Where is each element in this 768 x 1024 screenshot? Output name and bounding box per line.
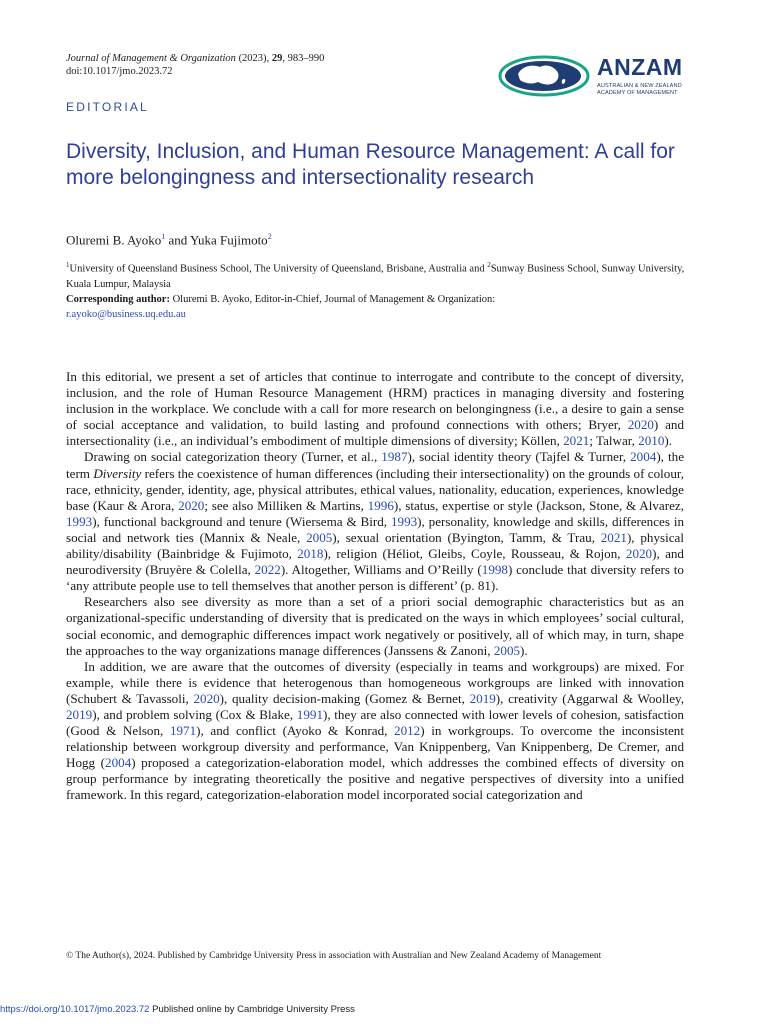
text-run: ) and intersectionality (i.e., an individual’s embodiment of multiple dimensions of diversity; Köllen, — [66, 417, 685, 449]
citation-link[interactable]: 2020 — [193, 690, 220, 706]
author-1[interactable]: Oluremi B. Ayoko — [66, 232, 162, 248]
text-run: ), religion (Héliot, Gleibs, Coyle, Rousseau, & Rojon, — [323, 546, 626, 562]
citation-link[interactable]: 2012 — [394, 723, 421, 739]
affiliations: $^1$University of Queensland Business School, The University of Queensland, Brisbane, Australia and $^2$Sunway Business School, Sunway University, Kuala Lumpur, Malaysia Corresponding author: Oluremi B. Ayoko, Editor-in-Chief, Journal of Management & Organization: r.ayoko@business.uq.edu.au — [66, 261, 685, 320]
citation-link[interactable]: 2018 — [297, 546, 324, 562]
footer-text: Published online by Cambridge University Press — [149, 1004, 355, 1015]
text-run: ), physical ability/disability (Bainbridge & Fujimoto, — [66, 529, 684, 562]
text-run: Drawing on social categorization theory (Turner, et al., — [84, 449, 382, 465]
text-run: ), they are also connected with lower levels of cohesion, satisfaction (Good & Nelson, — [66, 706, 684, 739]
citation-link[interactable]: 1993 — [66, 513, 93, 529]
citation-link[interactable]: 2019 — [469, 690, 496, 706]
journal-citation — [66, 52, 324, 78]
journal-doi: doi:10.1017/jmo.2023.72 — [66, 66, 173, 77]
text-run: ), and problem solving (Cox & Blake, — [92, 706, 297, 722]
text-run: ), social identity theory (Tajfel & Turner, — [407, 449, 631, 465]
citation-link[interactable]: 1971 — [169, 723, 197, 739]
text-run: ), personality, knowledge and skills, differences in social and network ties (Mannix & Neale, — [66, 513, 685, 545]
text-run: ; see also Milliken & Martins, — [204, 497, 368, 513]
journal-year: (2023), — [238, 53, 270, 64]
citation-link[interactable]: 2021 — [600, 529, 627, 545]
text-run: ; Talwar, — [589, 433, 639, 449]
citation-link[interactable]: 1993 — [390, 513, 418, 529]
citation-link[interactable]: 2022 — [254, 562, 281, 578]
citation-link[interactable]: 2020 — [178, 497, 205, 513]
text-run: ) conclude that diversity refers to ‘any attribute people use to tell themselves that another person is different’ (p. 81). — [66, 562, 684, 594]
citation-link[interactable]: 2004 — [105, 755, 132, 771]
journal-pages: , 983–990 — [282, 53, 325, 64]
text-run: ), and conflict (Ayoko & Konrad, — [196, 723, 395, 739]
text-run: In addition, we are aware that the outcomes of diversity (especially in teams and workgroups) are mixed. For example, while there is evidence that heterogenous than homogeneous workgroups are linked with innovation (Schubert & Tavassoli, — [66, 658, 684, 706]
logo-subtitle: AUSTRALIAN & NEW ZEALAND ACADEMY OF MANAGEMENT — [597, 83, 682, 96]
citation-link[interactable]: 1991 — [296, 706, 323, 722]
copyright-notice: © The Author(s), 2024. Published by Cambridge University Press in association with Australian and New Zealand Academy of Management — [66, 951, 602, 961]
body-paragraph — [66, 449, 684, 594]
corresponding-label: Corresponding author: — [66, 293, 170, 305]
emphasis-text: Diversity — [93, 465, 142, 481]
logo-wordmark: ANZAM — [597, 54, 683, 80]
text-run: ). Altogether, Williams and O’Reilly ( — [280, 562, 482, 578]
author-1-affil-marker[interactable]: 1 — [161, 232, 166, 241]
text-run: In this editorial, we present a set of articles that continue to interrogate and contribute to the concept of diversity, inclusion, and the role of Human Resource Management (HRM) practices in managing diversity and fostering inclusion in the workplace. We conclude with a call for more research on belongingness (i.e., a desire to gain a sense of social acceptance and validation, to build lasting and profound connections with others; Bryer, — [66, 369, 684, 433]
journal-volume: 29 — [271, 53, 283, 64]
author-2-affil-marker[interactable]: 2 — [267, 232, 272, 241]
doi-link[interactable]: https://doi.org/10.1017/jmo.2023.72 — [0, 1004, 150, 1015]
body-paragraph — [66, 594, 684, 658]
text-run: ), functional background and tenure (Wiersema & Bird, — [92, 513, 391, 529]
text-run: ), quality decision-making (Gomez & Bernet, — [219, 690, 470, 706]
text-run: ) proposed a categorization-elaboration model, which addresses the combined effects of diversity on group performance by integrating theoretically the positive and negative perspectives of diversity into a unified framework. In this regard, categorization-elaboration model incorporated social categorization and — [66, 755, 685, 803]
text-run: refers the coexistence of human differences (including their intersectionality) on the grounds of colour, race, ethnicity, gender, identity, age, physical attributes, ethical values, nationality, education, experiences, knowledge base (Kaur & Arora, — [66, 465, 684, 513]
text-run: ), creativity (Aggarwal & Woolley, — [495, 690, 684, 706]
journal-name: Journal of Management & Organization — [66, 53, 236, 64]
citation-link[interactable]: 2020 — [627, 417, 654, 433]
text-run: ). — [664, 433, 672, 449]
citation-link[interactable]: 1996 — [367, 497, 394, 513]
citation-link[interactable]: 2021 — [563, 433, 590, 449]
citation-link[interactable]: 2005 — [306, 529, 333, 545]
text-run: ) in workgroups. To overcome the inconsistent relationship between workgroup diversity and performance, Van Knippenberg, Van Knippenberg, De Cremer, and Hogg ( — [66, 723, 684, 771]
section-label: EDITORIAL — [66, 100, 149, 114]
author-2[interactable]: Yuka Fujimoto — [190, 232, 268, 248]
corresponding-email-link[interactable]: r.ayoko@business.uq.edu.au — [66, 308, 186, 320]
citation-link[interactable]: 2005 — [493, 642, 521, 658]
article-body — [66, 369, 684, 804]
text-run: ), the term — [66, 449, 685, 481]
text-run: Researchers also see diversity as more than a set of a priori social demographic characteristics but as an organizational-specific understanding of diversity that is predicated on the ways in which employees’ social cultural, social economic, and demographic differences impact work negatively or positively, all of which may, in turn, shape the approaches to the way organizations manage differences (Janssens & Zanoni, — [66, 594, 684, 658]
body-paragraph — [66, 659, 684, 804]
citation-link[interactable]: 1987 — [381, 449, 408, 465]
citation-link[interactable]: 1998 — [481, 562, 508, 578]
text-run: ), status, expertise or style (Jackson, Stone, & Alvarez, — [393, 497, 684, 513]
page-footer — [0, 1004, 355, 1015]
body-paragraph — [66, 369, 684, 449]
citation-link[interactable]: 2004 — [630, 449, 657, 465]
citation-link[interactable]: 2010 — [638, 433, 665, 449]
citation-link[interactable]: 2019 — [66, 706, 93, 722]
text-run: ), sexual orientation (Byington, Tamm, & Trau, — [332, 529, 601, 545]
article-title: Diversity, Inclusion, and Human Resource Management: A call for more belongingness and intersectionality research — [66, 140, 675, 189]
text-run: ). — [520, 642, 528, 658]
author-list: Oluremi B. Ayoko$^1$ and Yuka Fujimoto$^2$ — [66, 232, 272, 248]
text-run: ), and neurodiversity (Bruyère & Colella, — [66, 546, 684, 578]
citation-link[interactable]: 2020 — [625, 546, 653, 562]
